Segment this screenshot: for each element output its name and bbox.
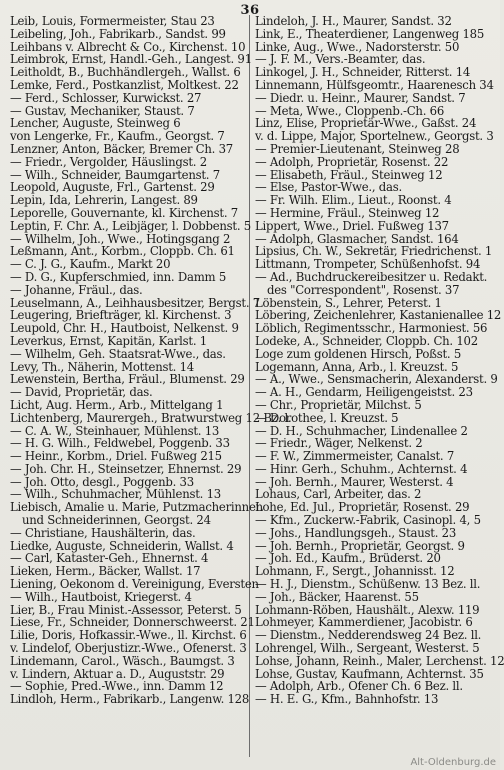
directory-entry: — H. E. G., Kfm., Bahnhofstr. 13: [255, 692, 439, 707]
directory-entry: — Hermine, Fräul., Steinweg 12: [255, 205, 440, 220]
directory-entry: Lindemann, Carol., Wäsch., Baumgst. 3: [10, 653, 235, 668]
directory-entry: Leopold, Auguste, Frl., Gartenst. 29: [10, 180, 215, 195]
directory-entry: Lindeloh, J. H., Maurer, Sandst. 32: [255, 14, 452, 28]
directory-entry: — J. F. M., Vers.-Beamter, das.: [255, 52, 426, 67]
directory-entry: Lilie, Doris, Hofkassir.-Wwe., ll. Kirchst. 6: [10, 628, 247, 643]
directory-entry: — F. W., Zimmermeister, Canalst. 7: [255, 449, 455, 464]
directory-entry: — Carl, Kataster-Geh., Ehnernst. 4: [10, 551, 209, 566]
directory-entry: — Else, Pastor-Wwe., das.: [255, 180, 402, 195]
directory-entry: — Wilh., Schneider, Baumgartenst. 7: [10, 167, 220, 182]
directory-entry: Leverkus, Ernst, Kapitän, Karlst. 1: [10, 333, 207, 348]
directory-entry: Leibeling, Joh., Fabrikarb., Sandst. 99: [10, 26, 226, 41]
directory-entry: Lier, B., Frau Minist.-Assessor, Peterst. 5: [10, 602, 242, 617]
directory-entry: — Adolph, Proprietär, Rosenst. 22: [255, 154, 449, 169]
directory-entry: — D. H., Schuhmacher, Lindenallee 2: [255, 423, 468, 438]
directory-entry: — Friedr., Wäger, Nelkenst. 2: [255, 436, 423, 451]
directory-entry: — Friedr., Vergolder, Häuslingst. 2: [10, 154, 207, 169]
directory-entry: Lohse, Gustav, Kaufmann, Achternst. 35: [255, 666, 484, 681]
directory-entry: — Joh. Otto, desgl., Poggenb. 33: [10, 474, 194, 489]
directory-entry: Lemke, Ferd., Postkanzlist, Moltkest. 22: [10, 77, 239, 92]
directory-columns: [8, 14, 504, 757]
directory-entry: — Joh. Bernh., Proprietär, Georgst. 9: [255, 538, 465, 553]
directory-entry: — Johs., Handlungsgeh., Staust. 23: [255, 525, 457, 540]
directory-entry: Lewenstein, Bertha, Fräul., Blumenst. 29: [10, 372, 245, 387]
directory-entry: — A., Wwe., Sensmacherin, Alexanderst. 9: [255, 372, 498, 387]
directory-entry: Leupold, Chr. H., Hautboist, Nelkenst. 9: [10, 321, 239, 336]
directory-entry: — Kfm., Zuckerw.-Fabrik, Casinopl. 4, 5: [255, 513, 481, 528]
directory-entry: — C. J. G., Kaufm., Markt 20: [10, 257, 171, 272]
directory-entry: — Joh. Ed., Kaufm., Brüderst. 20: [255, 551, 441, 566]
directory-entry: Lieken, Herm., Bäcker, Wallst. 17: [10, 564, 201, 579]
directory-entry: — Elisabeth, Fräul., Steinweg 12: [255, 167, 443, 182]
directory-entry: — Joh. Chr. H., Steinsetzer, Ehnernst. 29: [10, 461, 242, 476]
directory-entry: — Adolph, Glasmacher, Sandst. 164: [255, 231, 459, 246]
directory-entry: Lenzner, Anton, Bäcker, Bremer Ch. 37: [10, 141, 233, 156]
directory-entry: Lohrengel, Wilh., Sergeant, Westerst. 5: [255, 641, 480, 656]
directory-entry: — Gustav, Mechaniker, Staust. 7: [10, 103, 195, 118]
directory-entry: Lencher, Auguste, Steinweg 6: [10, 116, 181, 131]
directory-entry: Leugering, Briefträger, kl. Kirchenst. 3: [10, 308, 232, 323]
directory-entry: Leihbans v. Albrecht & Co., Kirchenst. 10: [10, 39, 246, 54]
directory-entry: Lohmann-Röben, Haushält., Alexw. 119: [255, 602, 480, 617]
directory-entry: — C. A. W., Steinhauer, Mühlenst. 13: [10, 423, 220, 438]
left-column: [8, 14, 292, 757]
directory-entry: Liedke, Auguste, Schneiderin, Wallst. 4: [10, 538, 234, 553]
directory-entry: — Heinr., Korbm., Driel. Fußweg 215: [10, 449, 222, 464]
directory-entry: Lohmann, F., Sergt., Johannisst. 12: [255, 564, 455, 579]
directory-entry: Leib, Louis, Formermeister, Stau 23: [10, 14, 215, 28]
page-number: 36: [240, 3, 260, 18]
directory-entry: — Dienstm., Nedderendsweg 24 Bez. ll.: [255, 628, 482, 643]
directory-entry: Lohaus, Carl, Arbeiter, das. 2: [255, 487, 422, 502]
directory-entry: Lohmeyer, Kammerdiener, Jacobistr. 6: [255, 615, 473, 630]
directory-entry: — Christiane, Haushälterin, das.: [10, 525, 196, 540]
directory-entry: Liening, Oekonom d. Vereinigung, Eversten: [10, 577, 259, 592]
directory-entry: — Ferd., Schlosser, Kurwickst. 27: [10, 90, 202, 105]
directory-entry: Löbenstein, S., Lehrer, Peterst. 1: [255, 295, 442, 310]
directory-entry: — Johanne, Fräul., das.: [10, 282, 143, 297]
directory-entry: Lipsius, Ch. W., Sekretär, Friedrichenst. 1: [255, 244, 493, 259]
directory-entry: — Meta, Wwe., Cloppenb.-Ch. 66: [255, 103, 445, 118]
directory-entry: und Schneiderinnen, Georgst. 24: [22, 513, 211, 528]
directory-entry: — Ad., Buchdruckereibesitzer u. Redakt.: [255, 269, 488, 284]
directory-entry: Leitholdt, B., Buchhändlergeh., Wallst. 6: [10, 65, 241, 80]
directory-entry: Littmann, Trompeter, Schüßenhofst. 94: [255, 257, 481, 272]
directory-entry: Liebisch, Amalie u. Marie, Putzmacherinnen: [10, 500, 263, 515]
directory-entry: Levy, Th., Näherin, Mottenst. 14: [10, 359, 194, 374]
directory-entry: Linz, Elise, Proprietär-Wwe., Gaßst. 24: [255, 116, 477, 131]
directory-entry: Lippert, Wwe., Driel. Fußweg 137: [255, 218, 449, 233]
directory-entry: Lepin, Ida, Lehrerin, Langest. 89: [10, 193, 198, 208]
directory-entry: — Fr. Wilh. Elim., Lieut., Roonst. 4: [255, 193, 452, 208]
directory-entry: — Wilh., Schuhmacher, Mühlenst. 13: [10, 487, 221, 502]
directory-entry: v. d. Lippe, Major, Sportelnew., Georgst. 3: [255, 129, 494, 144]
directory-entry: Leporelle, Gouvernante, kl. Kirchenst. 7: [10, 205, 238, 220]
directory-entry: — Joh. Bernh., Maurer, Westerst. 4: [255, 474, 454, 489]
directory-entry: Lindloh, Herm., Fabrikarb., Langenw. 128: [10, 692, 250, 707]
directory-entry: Logemann, Anna, Arb., l. Kreuzst. 5: [255, 359, 459, 374]
directory-entry: Liese, Fr., Schneider, Donnerschweerst. 21: [10, 615, 255, 630]
directory-entry: Leßmann, Ant., Korbm., Cloppb. Ch. 61: [10, 244, 235, 259]
directory-entry: Löbering, Zeichenlehrer, Kastanienallee 12: [255, 308, 502, 323]
watermark: Alt-Oldenburg.de: [410, 757, 496, 768]
directory-entry: Lohse, Johann, Reinh., Maler, Lerchenst. 12: [255, 653, 504, 668]
directory-entry: — Wilh., Hautboist, Kriegerst. 4: [10, 589, 192, 604]
directory-entry: Linkogel, J. H., Schneider, Ritterst. 14: [255, 65, 471, 80]
directory-entry: — Dorothee, l. Kreuzst. 5: [255, 410, 399, 425]
directory-entry: Link, E., Theaterdiener, Langenweg 185: [255, 26, 485, 41]
directory-entry: Linnemann, Hülfsgeomtr., Haarenesch 34: [255, 77, 494, 92]
directory-entry: Leimbrok, Ernst, Handl.-Geh., Langest. 91: [10, 52, 252, 67]
directory-entry: — Diedr. u. Heinr., Maurer, Sandst. 7: [255, 90, 466, 105]
directory-entry: v. Lindern, Aktuar a. D., Auguststr. 29: [10, 666, 225, 681]
directory-entry: Loge zum goldenen Hirsch, Poßst. 5: [255, 346, 462, 361]
directory-entry: — Adolph, Arb., Ofener Ch. 6 Bez. ll.: [255, 679, 463, 694]
directory-entry: Leptin, F. Chr. A., Leibjäger, l. Dobbenst. 5: [10, 218, 251, 233]
directory-entry: Licht, Aug. Herm., Arb., Mittelgang 1: [10, 397, 224, 412]
directory-entry: — Premier-Lieutenant, Steinweg 28: [255, 141, 460, 156]
directory-entry: — H. G. Wilh., Feldwebel, Poggenb. 33: [10, 436, 230, 451]
directory-entry: Lodeke, A., Schneider, Cloppb. Ch. 102: [255, 333, 478, 348]
directory-entry: — Wilhelm, Geh. Staatsrat-Wwe., das.: [10, 346, 226, 361]
directory-entry: Leuselmann, A., Leihhausbesitzer, Bergst. 7: [10, 295, 260, 310]
directory-entry: Lichtenberg, Maurergeh., Bratwurstweg 12 Bz. l.: [10, 410, 292, 425]
directory-entry: — Sophie, Pred.-Wwe., inn. Damm 12: [10, 679, 224, 694]
directory-entry: von Lengerke, Fr., Kaufm., Georgst. 7: [10, 129, 225, 144]
directory-entry: — Joh., Bäcker, Haarenst. 55: [255, 589, 419, 604]
directory-entry: — H. J., Dienstm., Schüßenw. 13 Bez. ll.: [255, 577, 481, 592]
directory-entry: — Hinr. Gerh., Schuhm., Achternst. 4: [255, 461, 468, 476]
directory-entry: — A. H., Gendarm, Heiligengeistst. 23: [255, 385, 473, 400]
directory-entry: Löblich, Regimentsschr., Harmoniest. 56: [255, 321, 488, 336]
directory-entry: Lohe, Ed. Jul., Proprietär, Rosenst. 29: [255, 500, 470, 515]
directory-entry: Linke, Aug., Wwe., Nadorsterstr. 50: [255, 39, 460, 54]
right-column: [250, 14, 504, 757]
directory-entry: — David, Proprietär, das.: [10, 385, 153, 400]
directory-entry: — Wilhelm, Joh., Wwe., Hotingsgang 2: [10, 231, 231, 246]
directory-entry: — Chr., Proprietär, Milchst. 5: [255, 397, 422, 412]
directory-entry: des "Correspondent", Rosenst. 37: [267, 282, 460, 297]
directory-entry: — D. G., Kupferschmied, inn. Damm 5: [10, 269, 227, 284]
directory-entry: v. Lindelof, Oberjustizr.-Wwe., Ofenerst. 3: [10, 641, 247, 656]
